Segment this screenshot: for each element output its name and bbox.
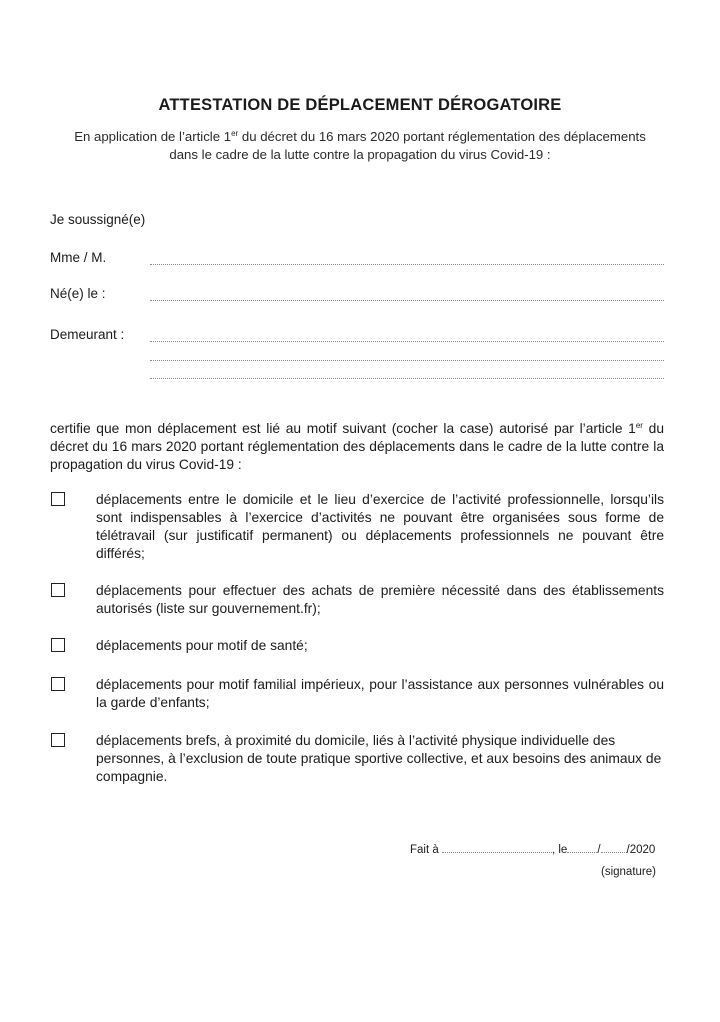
month-field[interactable] <box>601 843 627 853</box>
address-field-line-2[interactable] <box>150 360 664 361</box>
reason-text-physical-activity: déplacements brefs, à proximité du domicile, liés à l’activité physique individuelle des personnes, à l’exclusion de toute pratique sportive collective, et aux besoins des animaux de compagnie. <box>96 733 662 784</box>
certify-text: certifie que mon déplacement est lié au motif suivant (cocher la case) autorisé par l’article 1 <box>50 421 636 436</box>
subtitle-superscript: er <box>231 129 239 138</box>
place-field[interactable] <box>442 843 552 853</box>
date-separator: / <box>597 844 601 856</box>
reason-text-health: déplacements pour motif de santé; <box>96 638 308 653</box>
birth-date-field[interactable] <box>150 300 664 301</box>
reason-checkbox-family[interactable] <box>51 677 65 691</box>
name-label: Mme / M. <box>50 250 107 265</box>
fait-label: Fait à <box>410 844 439 856</box>
le-label: , le <box>551 844 568 856</box>
reason-text-professional: déplacements entre le domicile et le lieu d’exercice de l’activité professionnelle, lorsqu’ils sont indispensables à l’exercice d’activités ne pouvant être organisées sous forme de télétravail (sur justificatif permanent) ou déplacements professionnels ne pouvant être différés; <box>96 492 664 561</box>
year-label: /2020 <box>626 844 656 856</box>
intro-label: Je soussigné(e) <box>50 212 146 227</box>
address-label: Demeurant : <box>50 327 125 342</box>
reason-text-purchases: déplacements pour effectuer des achats de première nécessité dans des établissements autorisés (liste sur gouvernement.fr); <box>96 583 664 616</box>
subtitle-text: En application de l’article 1 <box>74 129 232 144</box>
document-subtitle <box>70 128 650 164</box>
day-field[interactable] <box>567 843 597 853</box>
name-field[interactable] <box>150 264 664 265</box>
certify-text-continued: du décret du 16 mars 2020 portant réglementation des déplacements dans le cadre de la lutte contre la propagation du virus Covid-19 : <box>50 421 665 472</box>
signature-label: (signature) <box>601 866 656 878</box>
subtitle-text-continued: du décret du 16 mars 2020 portant réglementation des déplacements dans le cadre de la lutte contre la propagation du virus Covid-19 : <box>169 129 646 162</box>
reason-checkbox-purchases[interactable] <box>51 583 65 597</box>
birth-date-label: Né(e) le : <box>50 286 106 301</box>
certification-paragraph <box>50 420 664 474</box>
address-field-line-1[interactable] <box>150 341 664 342</box>
reason-checkbox-physical-activity[interactable] <box>51 733 65 747</box>
address-field-line-3[interactable] <box>150 378 664 379</box>
place-date-line <box>410 843 655 856</box>
certify-superscript: er <box>635 421 643 430</box>
reason-text-family: déplacements pour motif familial impérieux, pour l’assistance aux personnes vulnérables ou la garde d’enfants; <box>96 677 664 710</box>
document-title: ATTESTATION DE DÉPLACEMENT DÉROGATOIRE <box>158 96 562 114</box>
reason-checkbox-health[interactable] <box>51 638 65 652</box>
reason-checkbox-professional[interactable] <box>51 492 65 506</box>
